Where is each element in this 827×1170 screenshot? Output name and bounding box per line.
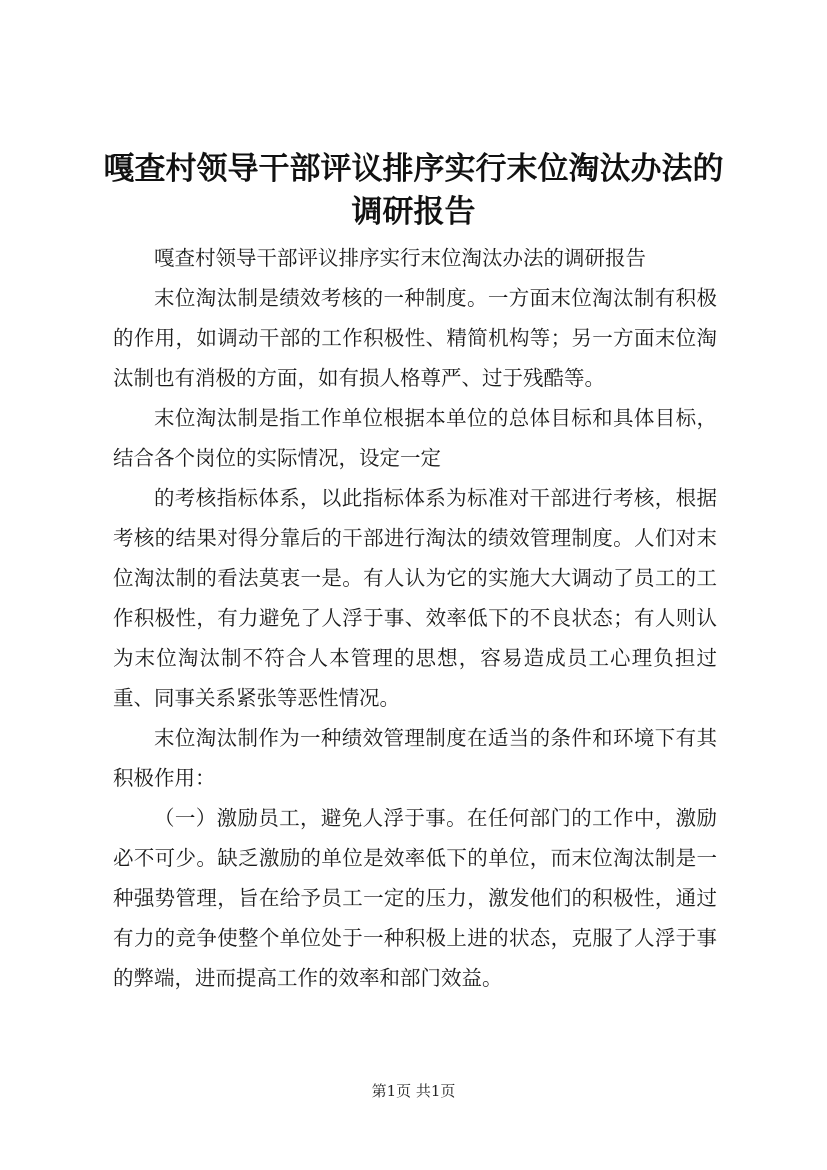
paragraph-3: 的考核指标体系，以此指标体系为标准对干部进行考核，根据考核的结果对得分靠后的干部进行淘汰的绩效管理制度。人们对末位淘汰制的看法莫衷一是。有人认为它的实施大大调动了员工的工作积极性，有力避免了人浮于事、效率低下的不良状态；有人则认为末位淘汰制不符合人本管理的思想，容易造成员工心理负担过重、同事关系紧张等恶性情况。 <box>113 486 717 710</box>
document-title: 嘎查村领导干部评议排序实行末位淘汰办法的调研报告 <box>103 151 724 230</box>
page-footer: 第1页 共1页 <box>371 1082 456 1100</box>
paragraph-5: （一）激励员工，避免人浮于事。在任何部门的工作中，激励必不可少。缺乏激励的单位是效率低下的单位，而末位淘汰制是一种强势管理，旨在给予员工一定的压力，激发他们的积极性，通过有力的竞争使整个单位处于一种积极上进的状态，克服了人浮于事的弊端，进而提高工作的效率和部门效益。 <box>113 806 717 990</box>
paragraph-2: 末位淘汰制是指工作单位根据本单位的总体目标和具体目标，结合各个岗位的实际情况，设定一定 <box>113 406 717 470</box>
paragraph-4: 末位淘汰制作为一种绩效管理制度在适当的条件和环境下有其积极作用： <box>113 726 717 790</box>
document-body <box>113 238 717 998</box>
paragraph-1: 末位淘汰制是绩效考核的一种制度。一方面末位淘汰制有积极的作用，如调动干部的工作积极性、精简机构等；另一方面末位淘汰制也有消极的方面，如有损人格尊严、过于残酷等。 <box>113 286 717 390</box>
paragraph-subtitle: 嘎查村领导干部评议排序实行末位淘汰办法的调研报告 <box>154 246 646 270</box>
